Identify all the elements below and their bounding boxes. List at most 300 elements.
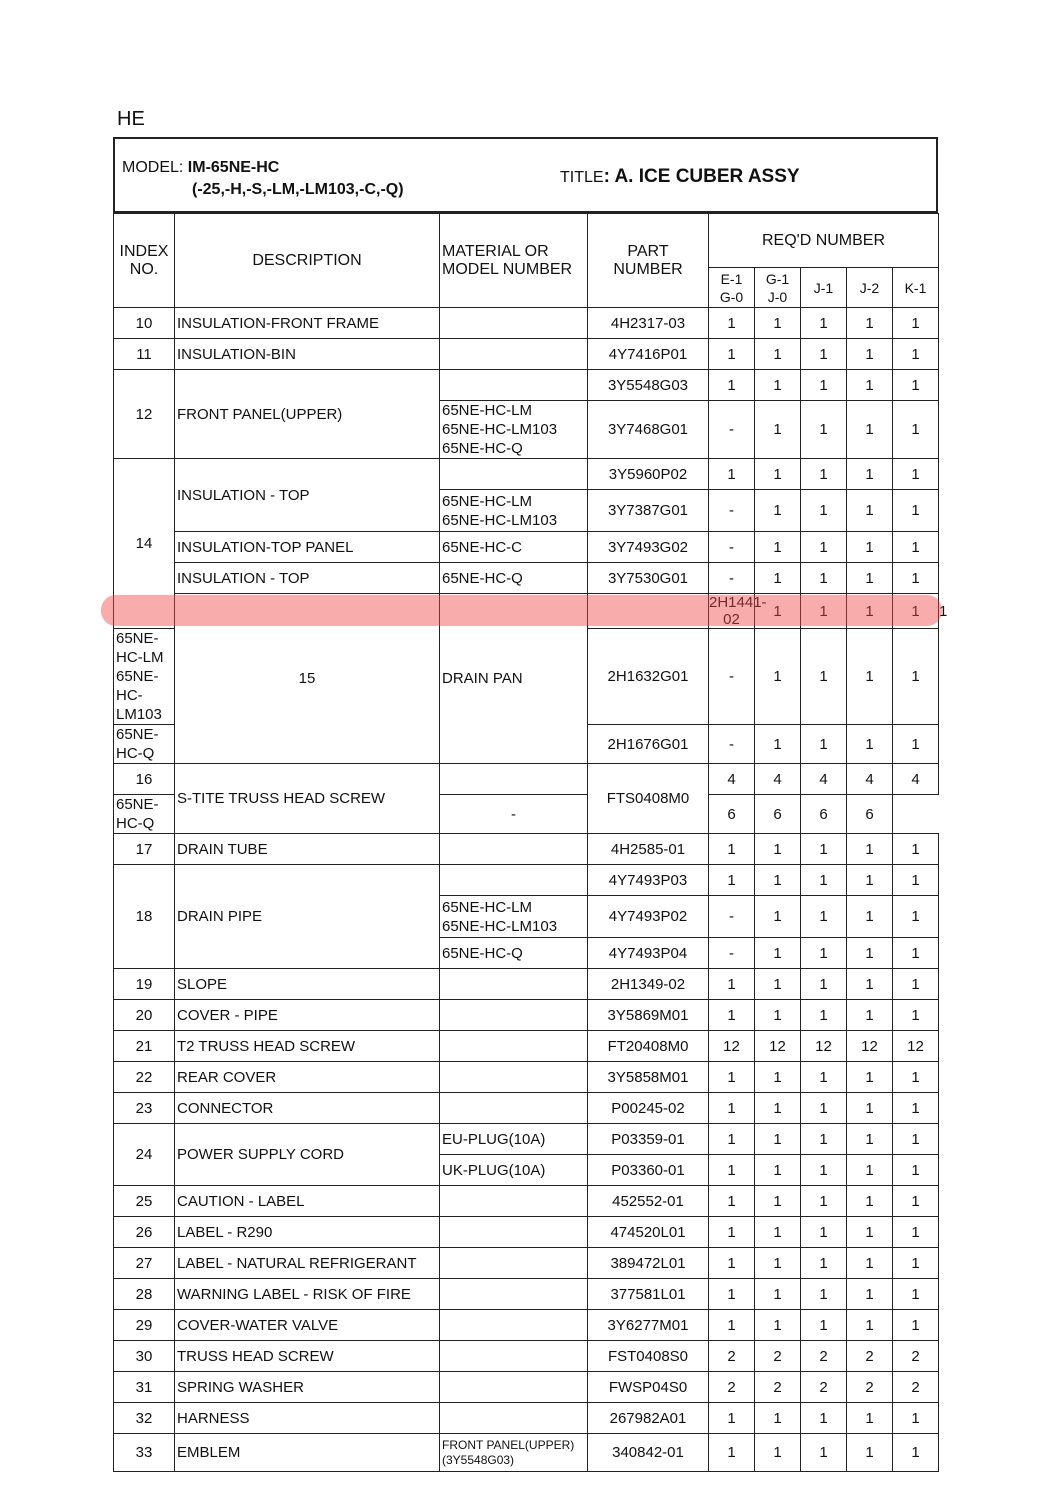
table-row	[114, 1341, 939, 1372]
cell-qty-k1: 1	[893, 1062, 939, 1093]
col-j1-header: J-1	[801, 268, 847, 308]
table-row	[114, 1372, 939, 1403]
cell-qty-j2: 1	[847, 401, 893, 459]
cell-qty-g1: 1	[755, 1310, 801, 1341]
cell-part-number: 3Y5548G03	[588, 370, 709, 401]
cell-qty-g1: 1	[755, 1186, 801, 1217]
cell-material	[440, 1000, 588, 1031]
table-row	[114, 1124, 939, 1155]
cell-qty-g1: 6	[709, 795, 755, 834]
cell-description: CAUTION - LABEL	[175, 1186, 440, 1217]
cell-qty-j1: 1	[801, 1310, 847, 1341]
cell-qty-j2: 1	[847, 938, 893, 969]
cell-qty-j1: 1	[801, 459, 847, 490]
table-row	[114, 532, 939, 563]
page-label: HE	[117, 108, 145, 130]
cell-qty-k1: 2	[893, 1341, 939, 1372]
cell-qty-j1: 1	[801, 532, 847, 563]
cell-qty-j2: 1	[847, 1217, 893, 1248]
parts-list-header	[113, 137, 938, 213]
cell-qty-j2: 1	[847, 834, 893, 865]
cell-qty-e1: -	[709, 563, 755, 594]
cell-material: 65NE-HC-C	[440, 532, 588, 563]
table-row	[114, 1403, 939, 1434]
cell-qty-e1: 1	[709, 1279, 755, 1310]
cell-part-number: 4H2585-01	[588, 834, 709, 865]
col-k1-header: K-1	[893, 268, 939, 308]
cell-description: INSULATION - TOP	[175, 563, 440, 594]
cell-qty-k1: 1	[893, 1155, 939, 1186]
col-reqd-header: REQ'D NUMBER	[709, 214, 939, 268]
cell-qty-k1: 1	[893, 1248, 939, 1279]
cell-material: EU-PLUG(10A)	[440, 1124, 588, 1155]
cell-qty-j2: 1	[847, 1062, 893, 1093]
cell-index: 10	[114, 308, 175, 339]
cell-part-number: P03360-01	[588, 1155, 709, 1186]
cell-material	[440, 308, 588, 339]
cell-description: DRAIN TUBE	[175, 834, 440, 865]
cell-qty-k1: 1	[893, 339, 939, 370]
cell-qty-k1: 1	[893, 401, 939, 459]
cell-part-number: 474520L01	[588, 1217, 709, 1248]
cell-qty-e1: -	[709, 896, 755, 938]
cell-qty-k1: 1	[893, 459, 939, 490]
cell-qty-g1: 2	[755, 1341, 801, 1372]
cell-qty-e1: 1	[709, 339, 755, 370]
cell-qty-e1: 1	[709, 1000, 755, 1031]
cell-qty-k1: 1	[893, 490, 939, 532]
cell-qty-j2: 1	[847, 532, 893, 563]
cell-qty-g1: 1	[755, 1434, 801, 1472]
cell-index: 30	[114, 1341, 175, 1372]
cell-qty-g1: 1	[755, 1124, 801, 1155]
cell-qty-k1: 1	[893, 1279, 939, 1310]
cell-qty-g1: 1	[755, 938, 801, 969]
cell-qty-j2: 1	[847, 1279, 893, 1310]
cell-description: COVER - PIPE	[175, 1000, 440, 1031]
cell-material	[440, 339, 588, 370]
cell-part-number: 3Y7530G01	[588, 563, 709, 594]
cell-description: INSULATION - TOP	[175, 459, 440, 532]
cell-qty-g1: 1	[755, 1248, 801, 1279]
cell-part-number: 377581L01	[588, 1279, 709, 1310]
cell-qty-j1: 1	[801, 865, 847, 896]
cell-qty-j1: 6	[755, 795, 801, 834]
cell-qty-j2: 4	[847, 764, 893, 795]
cell-qty-g1: 1	[755, 725, 801, 764]
cell-qty-k1: 1	[893, 834, 939, 865]
cell-part-number: P00245-02	[588, 1093, 709, 1124]
cell-qty-k1: 1	[893, 1186, 939, 1217]
cell-qty-j2: 6	[801, 795, 847, 834]
cell-description: TRUSS HEAD SCREW	[175, 1341, 440, 1372]
cell-part-number: 4H2317-03	[588, 308, 709, 339]
cell-qty-j1: 1	[801, 896, 847, 938]
cell-part-number: 340842-01	[588, 1434, 709, 1472]
col-g1-header: G-1 J-0	[755, 268, 801, 308]
cell-part-number: 3Y5869M01	[588, 1000, 709, 1031]
cell-qty-j1: 1	[801, 1403, 847, 1434]
cell-index: 22	[114, 1062, 175, 1093]
cell-part-number: 4Y7493P04	[588, 938, 709, 969]
cell-description: S-TITE TRUSS HEAD SCREW	[175, 764, 440, 834]
cell-qty-j1: 1	[801, 370, 847, 401]
cell-qty-j2: 1	[847, 459, 893, 490]
cell-qty-k1: 1	[893, 1310, 939, 1341]
cell-qty-j2: 1	[847, 490, 893, 532]
cell-qty-j2: 1	[847, 339, 893, 370]
cell-index: 15	[175, 594, 440, 764]
cell-qty-k1: 1	[893, 896, 939, 938]
cell-qty-e1: 1	[709, 834, 755, 865]
cell-part-number: 2H1676G01	[588, 725, 709, 764]
table-row	[114, 1248, 939, 1279]
cell-qty-e1: 1	[709, 1155, 755, 1186]
cell-part-number: 3Y7387G01	[588, 490, 709, 532]
cell-material: 65NE-HC-Q	[114, 725, 175, 764]
cell-index: 14	[114, 459, 175, 629]
cell-material	[440, 459, 588, 490]
cell-description: T2 TRUSS HEAD SCREW	[175, 1031, 440, 1062]
table-row	[114, 563, 939, 594]
cell-qty-j2: 2	[847, 1372, 893, 1403]
cell-qty-j1: 1	[801, 1124, 847, 1155]
cell-qty-j1: 1	[801, 1248, 847, 1279]
table-row	[114, 1031, 939, 1062]
cell-qty-k1: 1	[893, 1403, 939, 1434]
cell-qty-e1: -	[709, 725, 755, 764]
cell-qty-g1: 1	[755, 834, 801, 865]
cell-qty-e1: 1	[709, 459, 755, 490]
cell-qty-e1: 1	[709, 1434, 755, 1472]
cell-description: LABEL - NATURAL REFRIGERANT	[175, 1248, 440, 1279]
cell-material	[440, 1341, 588, 1372]
cell-qty-k1: 1	[893, 865, 939, 896]
table-row	[114, 1093, 939, 1124]
cell-part-number: 2H1441-02	[709, 594, 767, 628]
cell-description: POWER SUPPLY CORD	[175, 1124, 440, 1186]
cell-material: 65NE-HC-Q	[114, 795, 175, 834]
cell-part-number: FST0408S0	[588, 1341, 709, 1372]
cell-qty-j2: 1	[847, 969, 893, 1000]
table-row	[114, 459, 939, 490]
cell-index: 23	[114, 1093, 175, 1124]
cell-material	[440, 1062, 588, 1093]
table-row	[114, 308, 939, 339]
cell-qty-j1: 1	[801, 1217, 847, 1248]
parts-table	[113, 213, 948, 1472]
table-row	[114, 865, 939, 896]
cell-material	[440, 370, 588, 401]
cell-index: 28	[114, 1279, 175, 1310]
cell-index: 20	[114, 1000, 175, 1031]
cell-description: REAR COVER	[175, 1062, 440, 1093]
cell-qty-j1: 1	[801, 1062, 847, 1093]
table-row	[114, 1000, 939, 1031]
cell-qty-j2: 1	[847, 1000, 893, 1031]
cell-qty-g1: 1	[755, 563, 801, 594]
cell-qty-k1: 1	[893, 969, 939, 1000]
cell-qty-g1: 1	[755, 969, 801, 1000]
cell-qty-e1: 4	[709, 764, 755, 795]
cell-qty-g1: 1	[755, 339, 801, 370]
col-material-header: MATERIAL OR MODEL NUMBER	[440, 214, 588, 308]
cell-qty-k1: 12	[893, 1031, 939, 1062]
cell-qty-e1: 1	[709, 1124, 755, 1155]
cell-qty-g1: 1	[755, 1403, 801, 1434]
cell-qty-g1: 1	[801, 594, 847, 629]
cell-index: 29	[114, 1310, 175, 1341]
cell-qty-k1: 1	[893, 308, 939, 339]
title-value: : A. ICE CUBER ASSY	[603, 166, 800, 187]
cell-qty-g1: 1	[755, 401, 801, 459]
cell-qty-e1: -	[440, 795, 588, 834]
cell-qty-e1: -	[709, 401, 755, 459]
cell-qty-k1: 1	[893, 532, 939, 563]
cell-qty-k1: 1	[893, 1217, 939, 1248]
parts-table-body	[114, 308, 948, 1472]
col-part-header: PART NUMBER	[588, 214, 709, 308]
cell-index: 12	[114, 370, 175, 459]
model-suffix: (-25,-H,-S,-LM,-LM103,-C,-Q)	[192, 181, 404, 198]
cell-qty-j1: 1	[801, 938, 847, 969]
cell-qty-e1: 1	[709, 865, 755, 896]
cell-qty-g1: 1	[755, 1062, 801, 1093]
cell-index: 31	[114, 1372, 175, 1403]
cell-description: INSULATION-TOP PANEL	[175, 532, 440, 563]
cell-qty-g1: 1	[755, 308, 801, 339]
col-e1-header: E-1 G-0	[709, 268, 755, 308]
cell-qty-e1: 1	[709, 1093, 755, 1124]
cell-part-number: 267982A01	[588, 1403, 709, 1434]
cell-material: 65NE-HC-LM 65NE-HC-LM103	[114, 629, 175, 725]
cell-qty-k1: 1	[893, 563, 939, 594]
cell-qty-k1: 1	[893, 1093, 939, 1124]
cell-qty-j2: 1	[847, 563, 893, 594]
table-row	[114, 1434, 939, 1472]
cell-qty-g1: 1	[755, 1093, 801, 1124]
cell-part-number: 3Y5960P02	[588, 459, 709, 490]
table-row	[114, 1310, 939, 1341]
cell-qty-g1: 12	[755, 1031, 801, 1062]
cell-material	[440, 834, 588, 865]
cell-part-number: 4Y7493P02	[588, 896, 709, 938]
cell-qty-j2: 1	[847, 1155, 893, 1186]
cell-qty-j1: 1	[801, 339, 847, 370]
cell-qty-e1: 1	[709, 308, 755, 339]
row-highlight	[101, 595, 942, 626]
cell-index: 17	[114, 834, 175, 865]
cell-qty-j2: 1	[847, 1434, 893, 1472]
model-label: MODEL:	[122, 159, 184, 176]
cell-qty-j1: 1	[801, 401, 847, 459]
cell-qty-j2: 1	[847, 629, 893, 725]
cell-part-number: 2H1349-02	[588, 969, 709, 1000]
cell-qty-k1: 4	[893, 764, 939, 795]
cell-qty-j1: 1	[801, 834, 847, 865]
cell-qty-j1: 1	[801, 1000, 847, 1031]
cell-part-number: 452552-01	[588, 1186, 709, 1217]
cell-qty-e1: 2	[709, 1341, 755, 1372]
table-row	[114, 1062, 939, 1093]
cell-qty-g1: 1	[755, 1279, 801, 1310]
cell-material	[440, 1248, 588, 1279]
cell-part-number: P03359-01	[588, 1124, 709, 1155]
cell-qty-j2: 1	[847, 1124, 893, 1155]
cell-qty-e1: -	[709, 629, 755, 725]
cell-qty-j1: 2	[801, 1372, 847, 1403]
cell-description: WARNING LABEL - RISK OF FIRE	[175, 1279, 440, 1310]
cell-qty-j1: 1	[847, 594, 893, 629]
cell-qty-j1: 1	[801, 969, 847, 1000]
col-index-header: INDEX NO.	[114, 214, 175, 308]
cell-material: 65NE-HC-LM 65NE-HC-LM103	[440, 896, 588, 938]
cell-qty-k1: 2	[893, 1372, 939, 1403]
cell-qty-e1: -	[709, 532, 755, 563]
cell-material	[440, 764, 588, 795]
cell-description: SPRING WASHER	[175, 1372, 440, 1403]
cell-material	[440, 1031, 588, 1062]
cell-part-number: FWSP04S0	[588, 1372, 709, 1403]
cell-qty-j2: 1	[893, 594, 939, 629]
cell-qty-g1: 1	[755, 865, 801, 896]
cell-description: CONNECTOR	[175, 1093, 440, 1124]
table-row	[114, 1186, 939, 1217]
cell-qty-k1: 1	[893, 938, 939, 969]
cell-material	[440, 1310, 588, 1341]
cell-qty-j2: 1	[847, 308, 893, 339]
cell-qty-k1: 1	[893, 1434, 939, 1472]
cell-qty-g1: 1	[755, 532, 801, 563]
cell-description: LABEL - R290	[175, 1217, 440, 1248]
cell-part-number: 4Y7416P01	[588, 339, 709, 370]
cell-description: HARNESS	[175, 1403, 440, 1434]
table-row	[114, 834, 939, 865]
cell-qty-k1: 1	[893, 725, 939, 764]
cell-qty-j1: 1	[801, 1186, 847, 1217]
cell-description: DRAIN PIPE	[175, 865, 440, 969]
cell-material: 65NE-HC-LM 65NE-HC-LM103 65NE-HC-Q	[440, 401, 588, 459]
cell-qty-e1: -	[709, 938, 755, 969]
cell-part-number: FTS0408M0	[588, 764, 709, 834]
cell-material: UK-PLUG(10A)	[440, 1155, 588, 1186]
cell-qty-j2: 1	[847, 370, 893, 401]
cell-description: EMBLEM	[175, 1434, 440, 1472]
cell-material	[440, 865, 588, 896]
cell-qty-k1: 1	[893, 370, 939, 401]
cell-index: 19	[114, 969, 175, 1000]
cell-qty-j1: 1	[801, 629, 847, 725]
cell-material	[440, 1093, 588, 1124]
cell-qty-e1: 2	[709, 1372, 755, 1403]
cell-qty-k1: 1	[893, 1000, 939, 1031]
cell-index: 33	[114, 1434, 175, 1472]
cell-material	[440, 1372, 588, 1403]
cell-qty-j2: 1	[847, 1093, 893, 1124]
cell-index: 32	[114, 1403, 175, 1434]
table-row: 15 DRAIN PAN 2H1441-02 1 1 1 1 1	[114, 594, 939, 629]
table-row	[114, 339, 939, 370]
cell-part-number: 2H1632G01	[588, 629, 709, 725]
cell-qty-j2: 1	[847, 725, 893, 764]
cell-qty-g1: 1	[755, 1155, 801, 1186]
cell-qty-g1: 1	[755, 1000, 801, 1031]
cell-index: 16	[114, 764, 175, 795]
table-row	[114, 370, 939, 401]
table-row	[114, 969, 939, 1000]
cell-qty-j1: 1	[801, 725, 847, 764]
model-value: IM-65NE-HC	[187, 159, 280, 176]
cell-part-number: FT20408M0	[588, 1031, 709, 1062]
model-block	[122, 157, 404, 201]
cell-qty-j1: 1	[801, 308, 847, 339]
cell-description: COVER-WATER VALVE	[175, 1310, 440, 1341]
title-block	[560, 166, 800, 188]
cell-qty-j1: 1	[801, 1279, 847, 1310]
cell-index: 18	[114, 865, 175, 969]
cell-description: INSULATION-BIN	[175, 339, 440, 370]
cell-qty-j2: 1	[847, 1403, 893, 1434]
cell-qty-g1: 1	[755, 459, 801, 490]
cell-qty-k1: 1	[893, 1124, 939, 1155]
cell-qty-j1: 1	[801, 563, 847, 594]
cell-material	[440, 1186, 588, 1217]
cell-qty-j1: 1	[801, 1434, 847, 1472]
cell-qty-j1: 4	[801, 764, 847, 795]
cell-part-number: 4Y7493P03	[588, 865, 709, 896]
cell-qty-e1: 1	[709, 370, 755, 401]
parts-list-frame	[113, 137, 948, 1472]
cell-material: 65NE-HC-LM 65NE-HC-LM103	[440, 490, 588, 532]
cell-qty-e1: 12	[709, 1031, 755, 1062]
cell-index: 11	[114, 339, 175, 370]
cell-material	[440, 1279, 588, 1310]
cell-qty-e1: 1	[755, 594, 801, 629]
cell-qty-e1: 1	[709, 1217, 755, 1248]
cell-qty-e1: -	[709, 490, 755, 532]
cell-description: DRAIN PAN	[440, 594, 588, 764]
cell-qty-e1: 1	[709, 969, 755, 1000]
cell-index: 25	[114, 1186, 175, 1217]
cell-part-number: 3Y7468G01	[588, 401, 709, 459]
cell-part-number: 3Y6277M01	[588, 1310, 709, 1341]
cell-qty-j2: 2	[847, 1341, 893, 1372]
cell-qty-g1: 1	[755, 490, 801, 532]
cell-part-number: 389472L01	[588, 1248, 709, 1279]
table-row	[114, 1217, 939, 1248]
cell-qty-j1: 1	[801, 1093, 847, 1124]
cell-material	[440, 1403, 588, 1434]
cell-material	[440, 969, 588, 1000]
cell-material: FRONT PANEL(UPPER) (3Y5548G03)	[440, 1434, 588, 1472]
cell-material: 65NE-HC-Q	[440, 563, 588, 594]
cell-qty-j2: 1	[847, 896, 893, 938]
cell-part-number: 3Y5858M01	[588, 1062, 709, 1093]
cell-qty-k1: 6	[847, 795, 893, 834]
cell-qty-e1: 1	[709, 1403, 755, 1434]
cell-index: 27	[114, 1248, 175, 1279]
cell-qty-j1: 1	[801, 1155, 847, 1186]
cell-qty-j2: 1	[847, 865, 893, 896]
cell-qty-e1: 1	[709, 1186, 755, 1217]
cell-qty-g1: 4	[755, 764, 801, 795]
cell-material	[440, 1217, 588, 1248]
title-label: TITLE	[560, 169, 604, 186]
cell-description: INSULATION-FRONT FRAME	[175, 308, 440, 339]
col-j2-header: J-2	[847, 268, 893, 308]
cell-qty-j2: 1	[847, 1186, 893, 1217]
cell-qty-e1: 1	[709, 1310, 755, 1341]
